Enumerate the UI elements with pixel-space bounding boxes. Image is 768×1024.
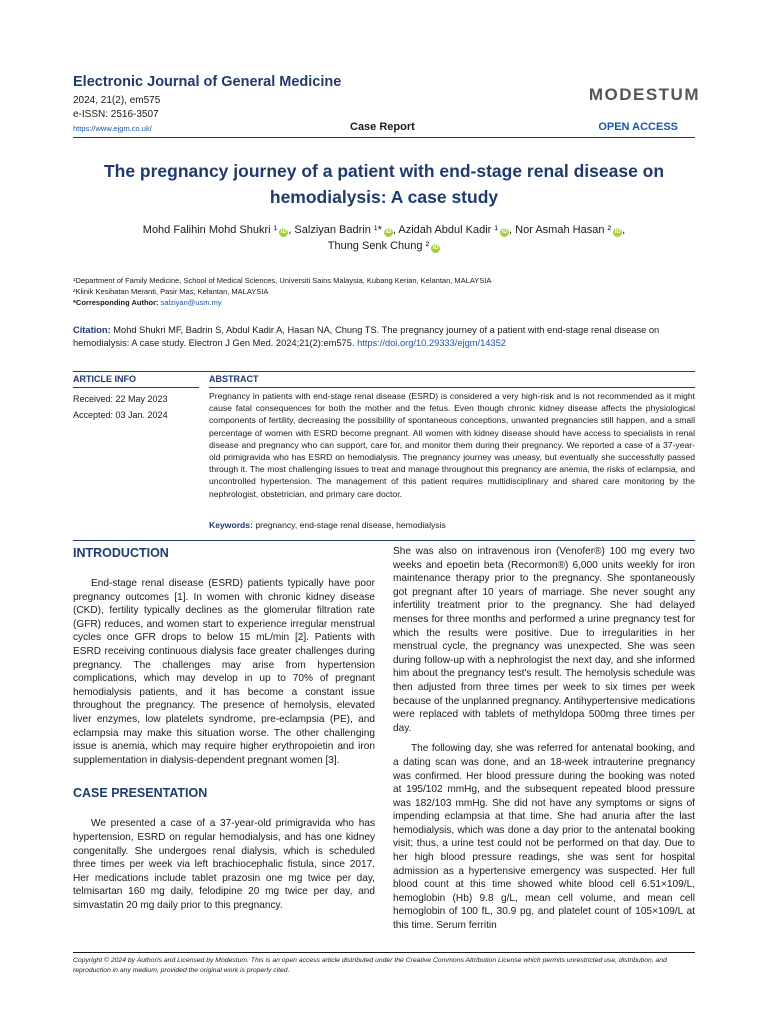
article-title: The pregnancy journey of a patient with end-stage renal disease on hemodialysis: A case study xyxy=(103,161,665,207)
author-name: Thung Senk Chung ² xyxy=(327,240,430,252)
citation-text: Mohd Shukri MF, Badrin S, Abdul Kadir A, Hasan NA, Chung TS. The pregnancy journey of a patient with end-stage renal disease on hemodialysis: A case study. Electron J Gen Med. 2024;21(2):em575. xyxy=(73,325,660,348)
orcid-icon[interactable]: iD xyxy=(385,229,392,235)
abstract-text: Pregnancy in patients with end-stage renal disease (ESRD) is considered a very high-risk and is not recommended as it might cause fatal consequences for both the mother and the fetus. Even though chronic kidney disease affects the physiological components of fertility, decreasing the possibility of spontaneous conceptions, unwanted pregnancies still happen, and a small percentage of women with ESRD become pregnant. All women with kidney disease should have access to specialists in renal disease and pregnancy who can support, care for, and monitor them during their pregnancy. We reported a case of a 37-year-old primigravida who has ESRD on hemodialysis. The pregnancy journey was uneasy, but eventually she successfully passed through it. The most challenging issues to treat and manage throughout this pregnancy are anemia, the risks of eclampsia, and uncontrolled hypertension. The management of this patient requires multidisciplinary and shared care monitoring by the nephrologist, obstetrician, and primary care doctor. xyxy=(209,391,695,499)
orcid-icon[interactable]: iD xyxy=(501,229,508,235)
article-info-box xyxy=(73,371,695,541)
article-info-heading: ARTICLE INFO xyxy=(73,372,199,388)
affiliations xyxy=(73,275,491,308)
accepted-date: Accepted: 03 Jan. 2024 xyxy=(73,410,168,420)
keywords-label: Keywords: xyxy=(209,520,253,530)
abstract-heading: ABSTRACT xyxy=(209,372,695,388)
orcid-icon[interactable]: iD xyxy=(432,245,439,251)
citation-label: Citation: xyxy=(73,325,111,335)
corresponding-author xyxy=(73,297,491,308)
case-presentation-paragraph: We presented a case of a 37-year-old primigravida who has hypertension, ESRD on regular hemodialysis, and has one kidney congenitally. She undergoes renal dialysis, which is scheduled three times per week via left brachiocephalic fistula, since 2017. Her medications include tablet prazosin one mg twice per day, telmisartan 160 mg daily, felodipine 20 mg twice per day, and simvastatin 20 mg daily prior to this pregnancy. xyxy=(73,818,375,911)
case-paragraph-continued: She was also on intravenous iron (Venofer®) 100 mg every two weeks and epoetin beta (Recormon®) 6,000 units weekly for iron maintenance therapy prior to the pregnancy. She spontaneously got pregnant after 10 years of marriage. She never sought any infertility treatment prior to the pregnancy. She had delayed menses for three months and performed a urine pregnancy test for which the results were positive. Due to irregularities in her menstrual cycle, the pregnancy was unexpected. She was seen during follow-up with a nephrologist the next day, and she informed him about the pregnancy test's result. The hemolysis schedule was then adjusted from three times per week to six times per week because of the unplanned pregnancy. Antihypertensive medications were replaced with tablets of methyldopa 500mg three times per day. xyxy=(393,546,695,734)
case-presentation-heading: CASE PRESENTATION xyxy=(73,786,208,801)
keywords-text: pregnancy, end-stage renal disease, hemodialysis xyxy=(255,520,446,530)
header-divider xyxy=(73,137,695,138)
journal-name: Electronic Journal of General Medicine xyxy=(73,74,342,90)
citation-block xyxy=(73,324,695,350)
journal-url-link[interactable]: https://www.ejgm.co.uk/ xyxy=(73,124,152,133)
publisher-logo: MODESTUM xyxy=(588,85,700,104)
article-type: Case Report xyxy=(350,121,415,133)
orcid-icon[interactable]: iD xyxy=(280,229,287,235)
author-name: Mohd Falihin Mohd Shukri ¹ xyxy=(142,224,278,236)
corresponding-email-link[interactable]: salziyan@usm.my xyxy=(160,298,222,307)
footer-divider xyxy=(73,952,695,953)
received-date: Received: 22 May 2023 xyxy=(73,394,168,404)
journal-meta xyxy=(73,94,160,121)
orcid-icon[interactable]: iD xyxy=(614,229,621,235)
doi-link[interactable]: https://doi.org/10.29333/ejgm/14352 xyxy=(357,338,506,348)
body-column-left xyxy=(73,545,375,912)
affiliation-1: ¹Department of Family Medicine, School of Medical Sciences, Universiti Sains Malaysia, Kubang Kerian, Kelantan, MALAYSIA xyxy=(73,276,492,285)
author-name: Salziyan Badrin ¹* xyxy=(294,224,382,236)
journal-eissn: e-ISSN: 2516-3507 xyxy=(73,108,159,120)
corresponding-label: *Corresponding Author: xyxy=(73,298,159,307)
journal-issue: 2024, 21(2), em575 xyxy=(73,95,161,106)
copyright-notice: Copyright © 2024 by Author/s and Licensed by Modestum. This is an open access article distributed under the Creative Commons Attribution License which permits unrestricted use, distribution, and reproduction in any medium, provided the original work is properly cited. xyxy=(73,957,667,974)
body-column-right xyxy=(393,545,695,933)
keywords xyxy=(209,520,446,530)
article-dates xyxy=(73,391,168,423)
author-name: Nor Asmah Hasan ² xyxy=(515,224,612,236)
author-list: Mohd Falihin Mohd Shukri ¹ iD , Salziyan Badrin ¹* iD , Azidah Abdul Kadir ¹ iD , Nor Asmah Hasan ² iD , Thung Senk Chung ² iD xyxy=(142,224,626,252)
introduction-heading: INTRODUCTION xyxy=(73,546,169,560)
author-name: Azidah Abdul Kadir ¹ xyxy=(398,224,499,236)
introduction-paragraph: End-stage renal disease (ESRD) patients typically have poor pregnancy outcomes [1]. In women with chronic kidney disease (CKD), fertility typically declines as the glomerular filtration rate (GFR) reduces, and women start to experience irregular menstrual cycles once GFR drops to below 15 mL/min [2]. Patients with ESRD receiving continuous dialysis face greater challenges during pregnancy. The challenges may arise from hypertension complications, which may develop in up to 70% of pregnant hemodialysis patients, and it has become a constant issue throughout the pregnancy. The presence of hemolysis, elevated liver enzymes, low platelets syndrome, pre-eclampsia (PE), and eclampsia may make this situation worse. The other challenging issue is anemia, which may require higher erythropoietin and iron supplementation in dialysis-dependent pregnant women [3]. xyxy=(73,578,375,766)
case-paragraph-booking: The following day, she was referred for antenatal booking, and a dating scan was done, and an 18-week intrauterine pregnancy was confirmed. Her blood pressure during the booking was noted at 195/102 mmHg, and the subsequent repeated blood pressure was 182/103 mmHg. She did not have any symptoms or signs of impending eclampsia at that time. She had anuria after the last hemodialysis, which was done a day prior to the antenatal booking visit; thus, a urine test could not be performed on that day. Due to her high blood pressure readings, she was sent for hospital admission as a hypertensive emergency was suspected. Her full blood count at this time showed white blood cell 6.51×109/L, hemoglobin (Hb) 9.8 g/L, mean cell volume, and mean cell hemoglobin of 100 fL, 30.9 pg, and platelet count of 105×109/L at this time. Serum ferritin xyxy=(393,743,695,932)
affiliation-2: ²Klinik Kesihatan Meranti, Pasir Mas, Kelantan, MALAYSIA xyxy=(73,287,269,296)
open-access-label: OPEN ACCESS xyxy=(598,121,678,133)
